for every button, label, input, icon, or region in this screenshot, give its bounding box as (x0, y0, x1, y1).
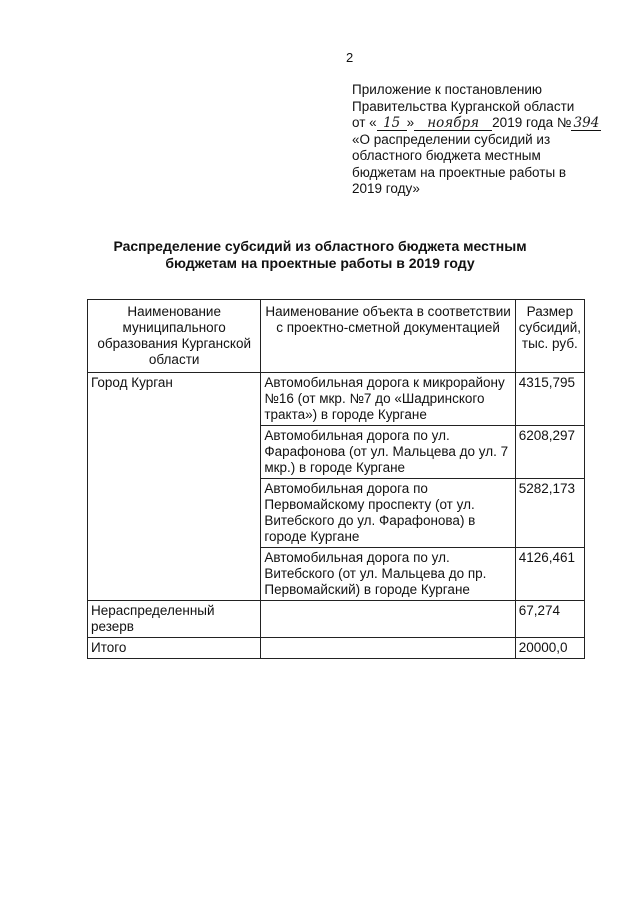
total-row (88, 638, 585, 659)
amount-cell: 4315,795 (515, 373, 584, 426)
annex-line-2: Правительства Курганской области (352, 98, 575, 114)
annex-subject-line: 2019 году» (352, 181, 420, 196)
reserve-label: Нераспределенный резерв (88, 601, 261, 638)
header-amount: Размер субсидий, тыс. руб. (515, 300, 584, 373)
header-municipality: Наименование муниципального образования Курганской области (88, 300, 261, 373)
subsidy-table (87, 299, 585, 659)
total-label: Итого (88, 638, 261, 659)
handwritten-number: 394 (571, 116, 601, 131)
date-prefix: от « (352, 115, 377, 130)
annex-subject-line: «О распределении субсидий из (352, 131, 551, 147)
annex-line-1: Приложение к постановлению (352, 82, 543, 97)
handwritten-day: 15 (377, 116, 407, 131)
page-number: 2 (346, 50, 354, 65)
amount-cell: 5282,173 (515, 479, 584, 548)
reserve-amount: 67,274 (515, 601, 584, 638)
amount-cell: 6208,297 (515, 426, 584, 479)
table-row (88, 373, 585, 426)
handwritten-month: ноября (414, 116, 492, 131)
municipality-cell: Город Курган (88, 373, 261, 601)
year-text: 2019 года № (492, 115, 572, 130)
object-cell: Автомобильная дорога к микрорайону №16 (от мкр. №7 до «Шадринского тракта») в городе Кургане (261, 373, 515, 426)
annex-subject-line: бюджетам на проектные работы в (352, 164, 567, 180)
total-amount: 20000,0 (515, 638, 584, 659)
empty-cell (261, 638, 515, 659)
annex-header (352, 82, 612, 198)
empty-cell (261, 601, 515, 638)
annex-subject-line: областного бюджета местным (352, 148, 541, 163)
table-header-row (88, 300, 585, 373)
document-title: Распределение субсидий из областного бюджета местным бюджетам на проектные работы в 2019 году (113, 238, 527, 271)
date-quote-close: » (406, 115, 415, 130)
header-object: Наименование объекта в соответствии с проектно-сметной документацией (261, 300, 515, 373)
object-cell: Автомобильная дорога по ул. Фарафонова (от ул. Мальцева до ул. 7 мкр.) в городе Кургане (261, 426, 515, 479)
amount-cell: 4126,461 (515, 548, 584, 601)
annex-date-line (352, 115, 612, 132)
object-cell: Автомобильная дорога по ул. Витебского (от ул. Мальцева до пр. Первомайский) в городе Кургане (261, 548, 515, 601)
object-cell: Автомобильная дорога по Первомайскому проспекту (от ул. Витебского до ул. Фарафонова) в городе Кургане (261, 479, 515, 548)
reserve-row (88, 601, 585, 638)
